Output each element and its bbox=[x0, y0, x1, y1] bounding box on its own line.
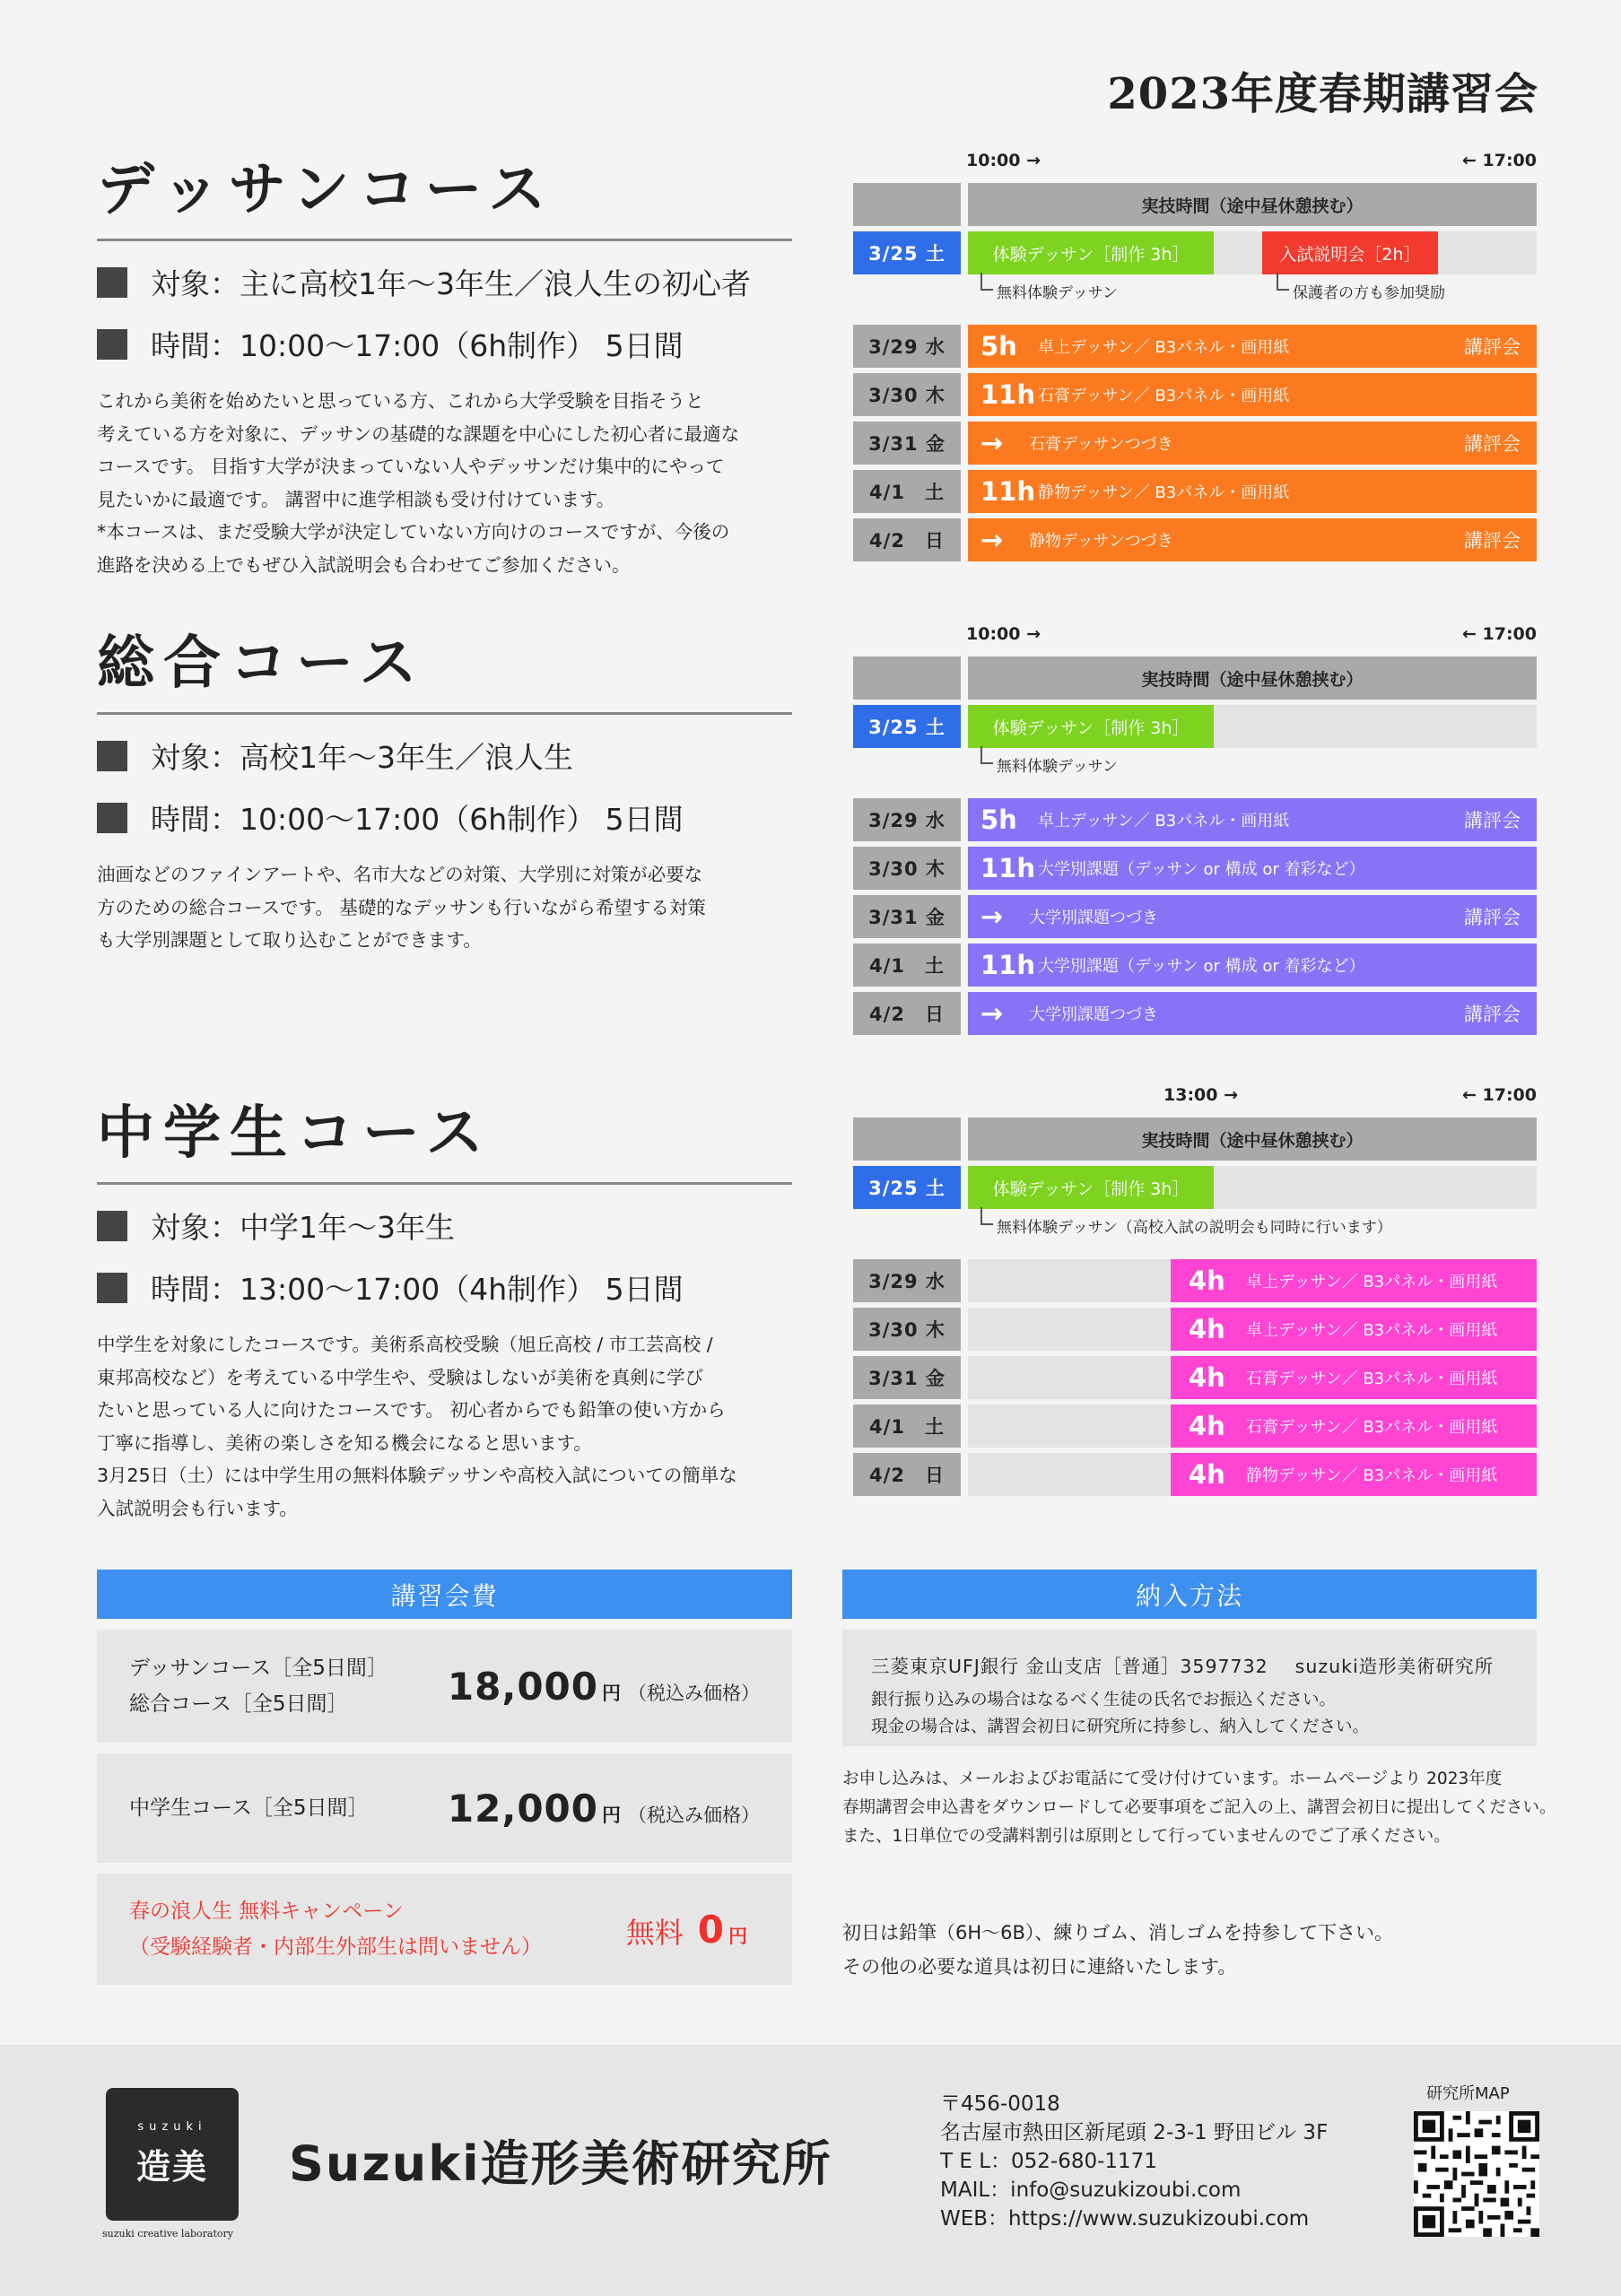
bring-items-note: 初日は鉛筆（6H～6B）、練りゴム、消しゴムを持参して下さい。 その他の必要な道具は初日に連絡いたします。 bbox=[842, 1922, 1394, 1978]
application-note: お申し込みは、メールおよびお電話にて受け付けています。ホームページより 2023年度 春期講習会申込書をダウンロードして必要事項をご記入の上、講習会初日に提出してください。 また、1日単位での受講料割引は原則として行っていませんのでご了承ください。 bbox=[842, 1770, 1556, 1846]
course-target: 対象：主に高校1年～3年生／浪人生の初心者 bbox=[97, 261, 792, 303]
email-link[interactable]: MAIL：info@suzukizoubi.com bbox=[940, 2179, 1242, 2202]
footer bbox=[0, 2045, 1621, 2296]
session-row: 3/30 木 4h 卓上デッサン／ B3パネル・画用紙 bbox=[853, 1308, 1537, 1351]
trial-row: 3/25 土 体験デッサン［制作 3h］ bbox=[853, 705, 1537, 748]
trial-dessin-chip: 体験デッサン［制作 3h］ bbox=[968, 1166, 1214, 1209]
review-label: 講評会 bbox=[1464, 336, 1521, 358]
arrow-right-icon: → bbox=[980, 524, 1004, 556]
session-row: 3/31 金 → 大学別課題つづき 講評会 bbox=[853, 895, 1537, 938]
square-bullet-icon bbox=[97, 329, 127, 360]
course-title: 中学生コース bbox=[97, 1087, 792, 1185]
course-time: 時間：10:00～17:00（6h制作） 5日間 bbox=[97, 796, 792, 839]
fee-heading: 講習会費 bbox=[97, 1570, 792, 1619]
schedule-junior bbox=[853, 1082, 1537, 1496]
trial-dessin-chip: 体験デッサン［制作 3h］ bbox=[968, 231, 1214, 274]
trial-dessin-chip: 体験デッサン［制作 3h］ bbox=[968, 705, 1214, 748]
course-target: 対象：中学1年～3年生 bbox=[97, 1205, 792, 1247]
session-row: 4/1 土 11h 静物デッサン／ B3パネル・画用紙 bbox=[853, 470, 1537, 513]
course-description: これから美術を始めたいと思っている方、これから大学受験を目指そうと 考えている方を対象に、デッサンの基礎的な課題を中心にした初心者に最適な コースです。 目指す大学が決まっていない人やデッサンだけ集中的にやって 見たいかに最適です。 講習中に進学相談も受け付けています。 *本コースは、まだ受験大学が決定していない方向けのコースですが、今後の 進路を決める上でもぜひ入試説明会も合わせてご参加ください。 bbox=[97, 390, 740, 576]
session-row: 4/2 日 → 大学別課題つづき 講評会 bbox=[853, 992, 1537, 1035]
arrow-right-icon: → bbox=[980, 900, 1004, 933]
trial-note: 無料体験デッサン bbox=[979, 280, 1118, 302]
time-end: ← 17:00 bbox=[1461, 151, 1537, 170]
trial-row: 3/25 土 体験デッサン［制作 3h］ 入試説明会［2h］ bbox=[853, 231, 1537, 274]
contact-info: 〒456-0018 名古屋市熱田区新尾頭 2-3-1 野田ビル 3F T E L：052-680-1171 MAIL：info@suzukizoubi.com WEB：https://www.suzukizoubi.com bbox=[940, 2090, 1328, 2233]
qr-code-icon[interactable] bbox=[1414, 2111, 1539, 2237]
time-start: 10:00 → bbox=[966, 624, 1041, 644]
review-label: 講評会 bbox=[1464, 810, 1521, 831]
trial-note: 無料体験デッサン（高校入試の説明会も同時に行います） bbox=[979, 1214, 1392, 1237]
fee-row-junior: 中学生コース［全5日間］ 12,000 円 （税込み価格） bbox=[97, 1753, 792, 1863]
course-junior bbox=[97, 1087, 792, 1525]
time-start: 10:00 → bbox=[966, 151, 1041, 170]
square-bullet-icon bbox=[97, 1211, 127, 1241]
schedule-header: 実技時間（途中昼休憩挟む） bbox=[853, 1118, 1537, 1161]
square-bullet-icon bbox=[97, 1273, 127, 1303]
exam-briefing-chip: 入試説明会［2h］ bbox=[1262, 231, 1438, 274]
fee-box bbox=[97, 1570, 792, 1985]
schedule-dessin bbox=[853, 147, 1537, 561]
website-link[interactable]: WEB：https://www.suzukizoubi.com bbox=[940, 2207, 1310, 2231]
arrow-right-icon: → bbox=[980, 997, 1004, 1030]
time-end: ← 17:00 bbox=[1461, 1085, 1537, 1105]
review-label: 講評会 bbox=[1464, 433, 1521, 455]
session-row: 3/31 金 4h 石膏デッサン／ B3パネル・画用紙 bbox=[853, 1356, 1537, 1399]
session-row: 3/29 水 4h 卓上デッサン／ B3パネル・画用紙 bbox=[853, 1259, 1537, 1302]
session-row: 3/29 水 5h 卓上デッサン／ B3パネル・画用紙 講評会 bbox=[853, 798, 1537, 841]
square-bullet-icon bbox=[97, 803, 127, 833]
session-row: 4/1 土 4h 石膏デッサン／ B3パネル・画用紙 bbox=[853, 1405, 1537, 1448]
arrow-right-icon: → bbox=[980, 427, 1004, 459]
review-label: 講評会 bbox=[1464, 1004, 1521, 1025]
square-bullet-icon bbox=[97, 741, 127, 771]
session-row: 3/30 木 11h 大学別課題（デッサン or 構成 or 着彩など） bbox=[853, 847, 1537, 890]
course-target: 対象：高校1年～3年生／浪人生 bbox=[97, 735, 792, 777]
session-row: 4/2 日 → 静物デッサンつづき 講評会 bbox=[853, 518, 1537, 561]
parent-note: 保護者の方も参加奨励 bbox=[1275, 280, 1445, 302]
time-end: ← 17:00 bbox=[1461, 624, 1537, 644]
bank-account: 三菱東京UFJ銀行 金山支店［普通］3597732 suzuki造形美術研究所 bbox=[871, 1656, 1495, 1677]
course-dessin bbox=[97, 144, 792, 581]
fee-row-campaign: 春の浪人生 無料キャンペーン （受験経験者・内部生外部生は問いません） 無料 0 円 bbox=[97, 1874, 792, 1985]
payment-heading: 納入方法 bbox=[842, 1570, 1537, 1619]
session-row: 3/30 木 11h 石膏デッサン／ B3パネル・画用紙 bbox=[853, 373, 1537, 416]
square-bullet-icon bbox=[97, 267, 127, 298]
fee-row-dessin-general: デッサンコース［全5日間］ 総合コース［全5日間］ 18,000 円 （税込み価格） bbox=[97, 1630, 792, 1743]
course-description: 油画などのファインアートや、名市大などの対策、大学別に対策が必要な 方のための総合コースです。 基礎的なデッサンも行いながら希望する対策 も大学別課題として取り込むことができます。 bbox=[97, 864, 706, 951]
course-description: 中学生を対象にしたコースです。美術系高校受験（旭丘高校 / 市工芸高校 / 東邦高校など）を考えている中学生や、受験はしないが美術を真剣に学び たいと思っている人に向けたコースです。 初心者からでも鉛筆の使い方から 丁寧に指導し、美術の楽しさを知る機会になると思います。 3月25日（土）には中学生用の無料体験デッサンや高校入試についての簡単な 入試説明会も行います。 bbox=[97, 1334, 737, 1519]
session-row: 3/29 水 5h 卓上デッサン／ B3パネル・画用紙 講評会 bbox=[853, 325, 1537, 368]
course-time: 時間：10:00～17:00（6h制作） 5日間 bbox=[97, 323, 792, 365]
trial-row: 3/25 土 体験デッサン［制作 3h］ bbox=[853, 1166, 1537, 1209]
course-general bbox=[97, 617, 792, 957]
time-start: 13:00 → bbox=[1163, 1085, 1239, 1105]
map-label: 研究所MAP bbox=[1426, 2084, 1510, 2103]
payment-box: 納入方法 三菱東京UFJ銀行 金山支店［普通］3597732 suzuki造形美術研究所 銀行振り込みの場合はなるべく生徒の氏名でお振込ください。 現金の場合は、講習会初日に研究所に持参し、納入してください。 bbox=[842, 1570, 1537, 1746]
schedule-header: 実技時間（途中昼休憩挟む） bbox=[853, 183, 1537, 226]
trial-note: 無料体験デッサン bbox=[979, 753, 1118, 776]
review-label: 講評会 bbox=[1464, 907, 1521, 928]
course-time: 時間：13:00～17:00（4h制作） 5日間 bbox=[97, 1266, 792, 1309]
schedule-header: 実技時間（途中昼休憩挟む） bbox=[853, 657, 1537, 700]
page-title: 2023年度春期講習会 bbox=[1107, 69, 1538, 119]
session-row: 4/2 日 4h 静物デッサン／ B3パネル・画用紙 bbox=[853, 1453, 1537, 1496]
review-label: 講評会 bbox=[1464, 530, 1521, 552]
logo: suzuki 造美 bbox=[106, 2088, 239, 2221]
session-row: 3/31 金 → 石膏デッサンつづき 講評会 bbox=[853, 422, 1537, 465]
session-row: 4/1 土 11h 大学別課題（デッサン or 構成 or 着彩など） bbox=[853, 944, 1537, 987]
logo-caption: suzuki creative laboratory bbox=[102, 2228, 234, 2239]
institute-name: Suzuki造形美術研究所 bbox=[289, 2135, 832, 2192]
schedule-general bbox=[853, 621, 1537, 1035]
course-title: 総合コース bbox=[97, 617, 792, 715]
course-title: デッサンコース bbox=[97, 144, 792, 241]
